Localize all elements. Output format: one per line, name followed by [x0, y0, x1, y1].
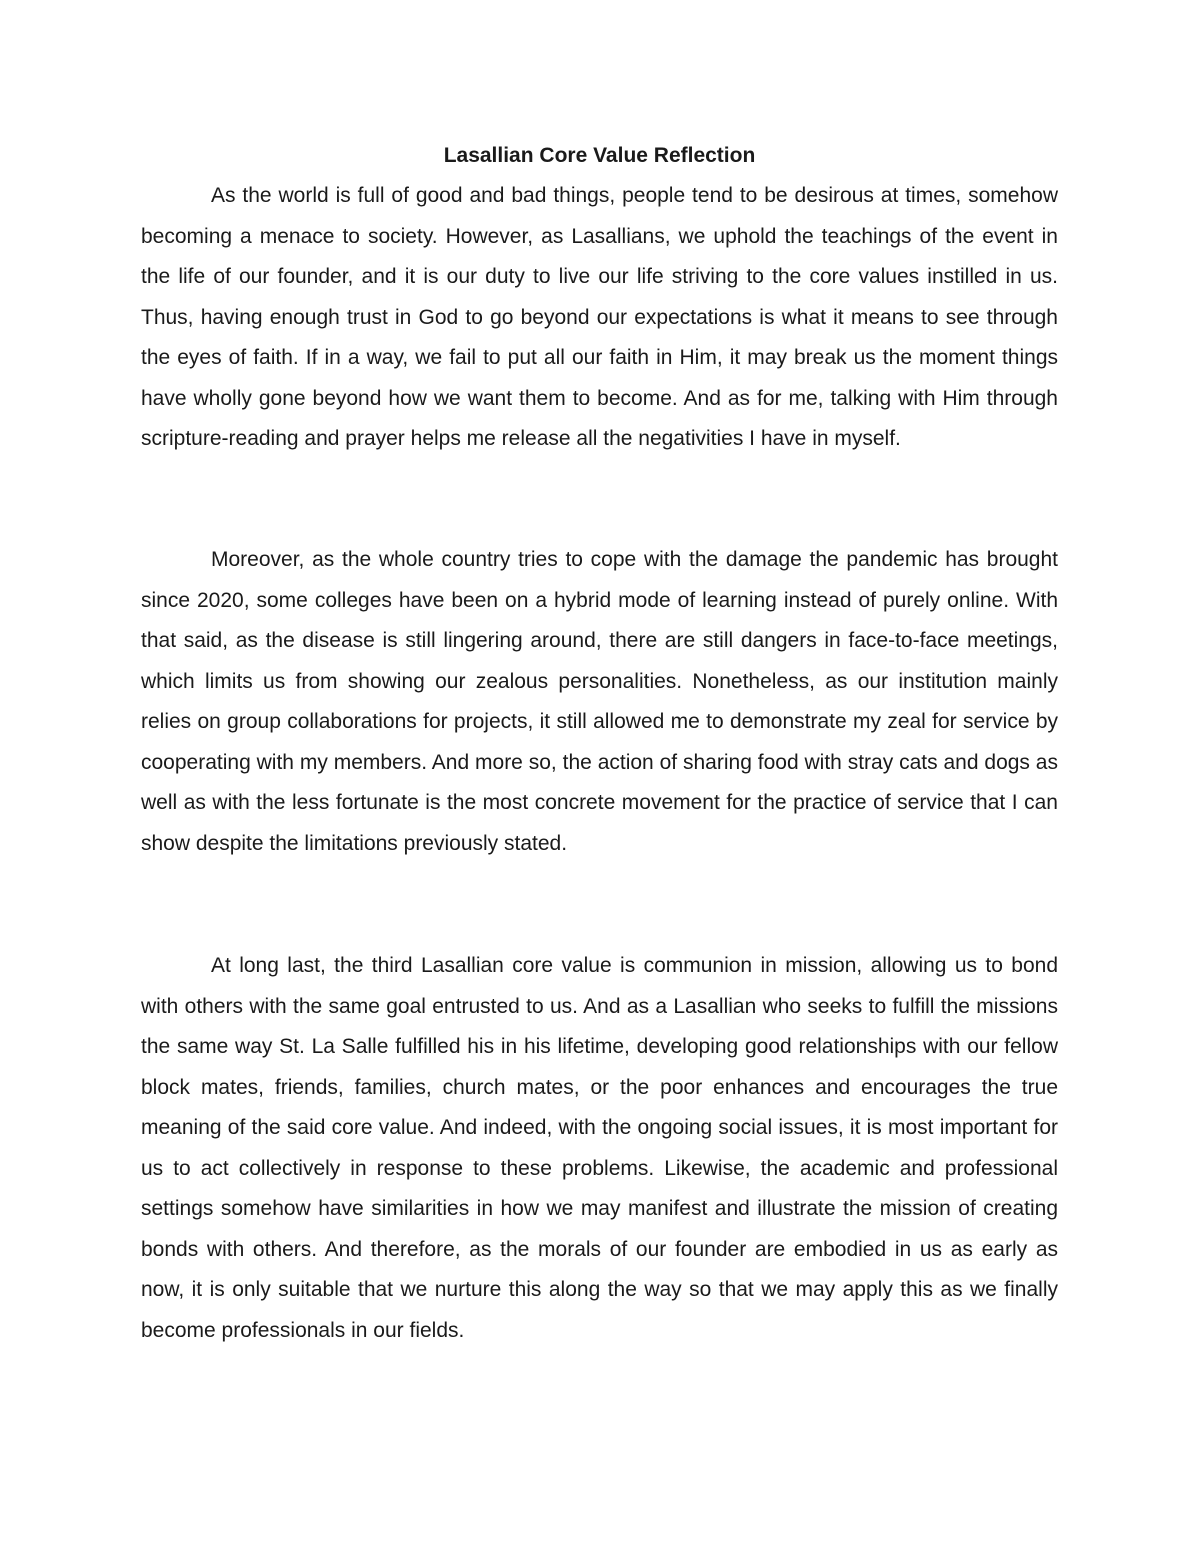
paragraph-service: Moreover, as the whole country tries to cope with the damage the pandemic has brought since 2020, some colleges have been on a hybrid mode of learning instead of purely online. With that said, as the disease is still lingering around, there are still dangers in face-to-face meetings, which limits us from showing our zealous personalities. Nonetheless, as our institution mainly relies on group collaborations for projects, it still allowed me to demonstrate my zeal for service by cooperating with my members. And more so, the action of sharing food with stray cats and dogs as well as with the less fortunate is the most concrete movement for the practice of service that I can show despite the limitations previously stated. [141, 548, 1058, 855]
document-title: Lasallian Core Value Reflection [443, 144, 756, 167]
paragraph-communion: At long last, the third Lasallian core value is communion in mission, allowing us to bond with others with the same goal entrusted to us. And as a Lasallian who seeks to fulfill the missions the same way St. La Salle fulfilled his in his lifetime, developing good relationships with our fellow block mates, friends, families, church mates, or the poor enhances and encourages the true meaning of the said core value. And indeed, with the ongoing social issues, it is most important for us to act collectively in response to these problems. Likewise, the academic and professional settings somehow have similarities in how we may manifest and illustrate the mission of creating bonds with others. And therefore, as the morals of our founder are embodied in us as early as now, it is only suitable that we nurture this along the way so that we may apply this as we finally become professionals in our fields. [141, 954, 1058, 1342]
paragraph-faith: As the world is full of good and bad things, people tend to be desirous at times, somehow becoming a menace to society. However, as Lasallians, we uphold the teachings of the event in the life of our founder, and it is our duty to live our life striving to the core values instilled in us. Thus, having enough trust in God to go beyond our expectations is what it means to see through the eyes of faith. If in a way, we fail to put all our faith in Him, it may break us the moment things have wholly gone beyond how we want them to become. And as for me, talking with Him through scripture-reading and prayer helps me release all the negativities I have in myself. [141, 184, 1058, 450]
